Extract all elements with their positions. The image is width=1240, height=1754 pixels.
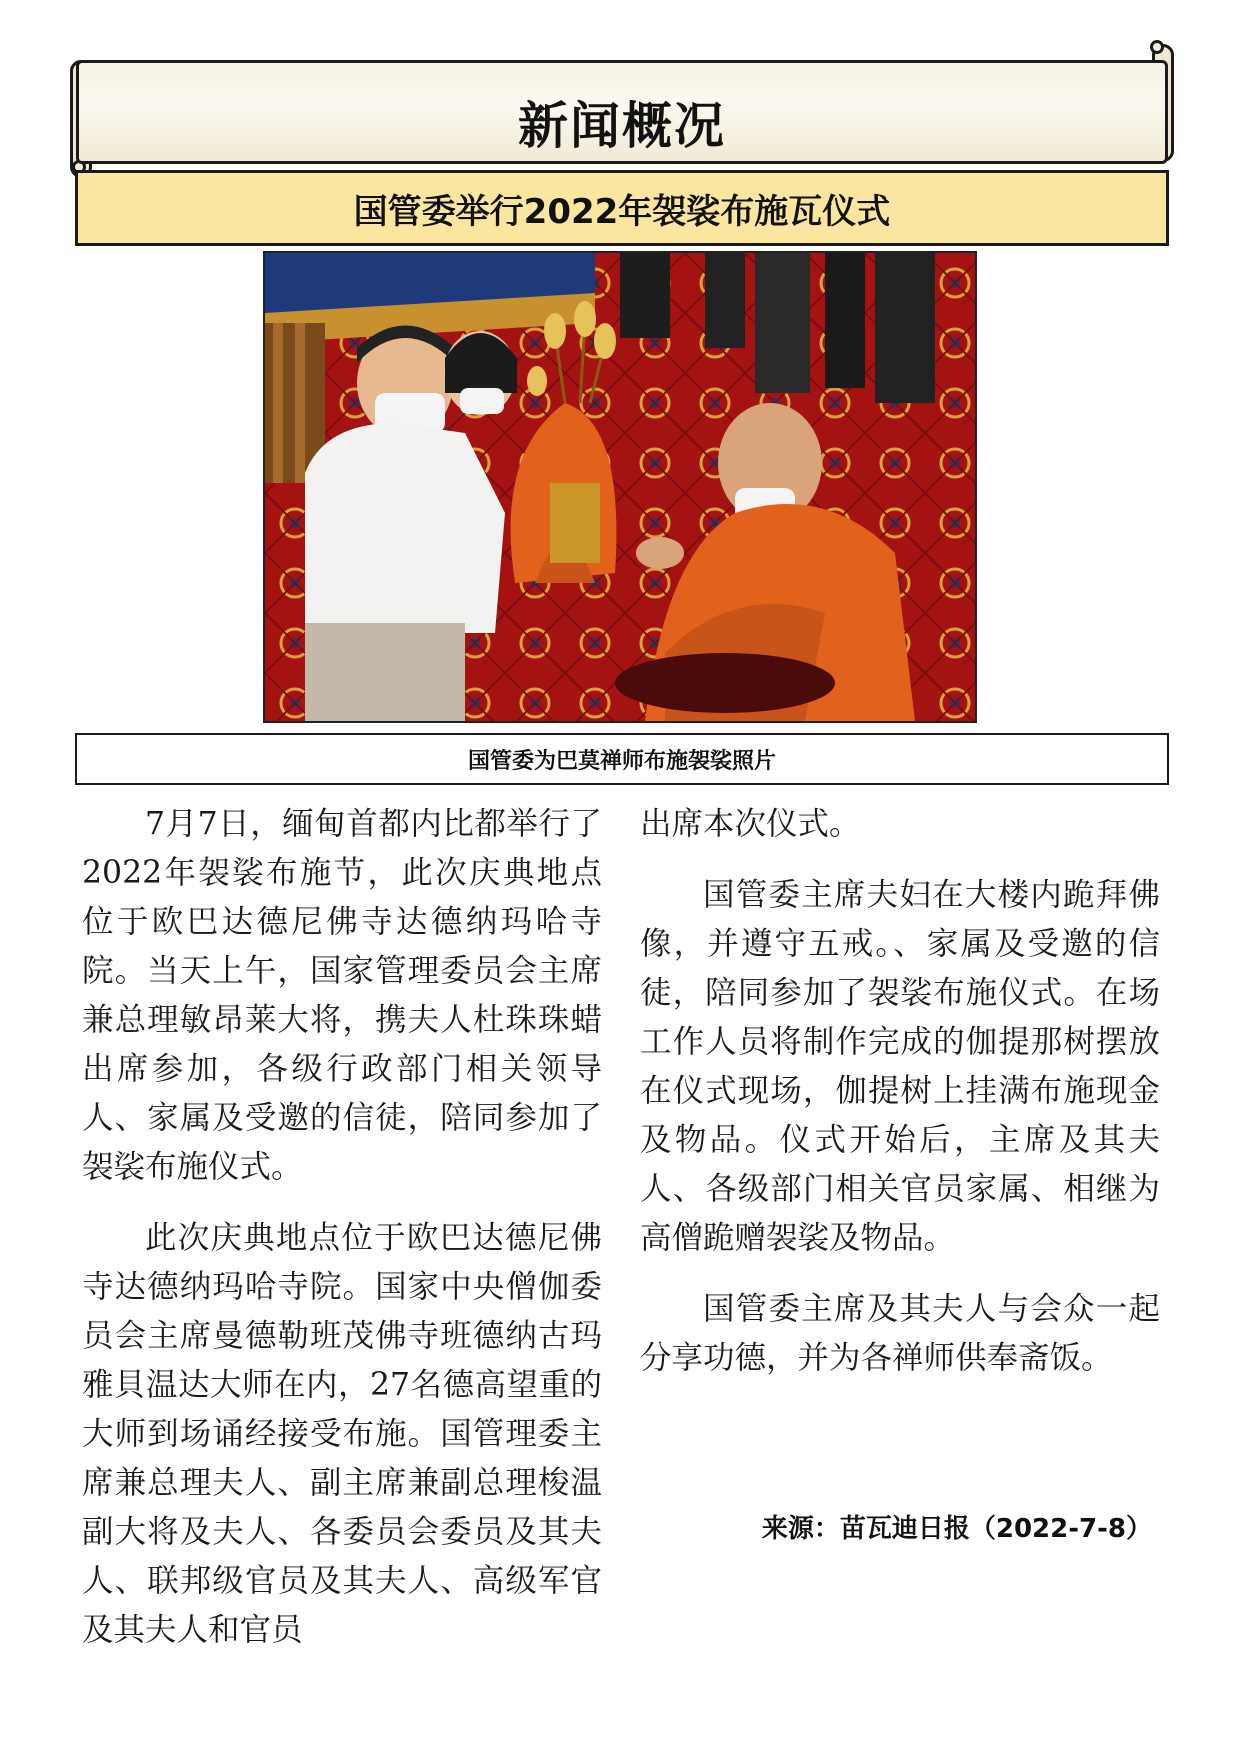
ceremony-photo-illustration bbox=[265, 253, 975, 721]
article-column-right bbox=[640, 800, 1160, 1405]
article-paragraph: 7月7日，缅甸首都内比都举行了2022年袈裟布施节，此次庆典地点位于欧巴达德尼佛寺达德纳玛哈寺院。当天上午，国家管理委员会主席兼总理敏昂莱大将，携夫人杜珠珠蜡出席参加，各级行政部门相关领导人、家属及受邀的信徒，陪同参加了袈裟布施仪式。 bbox=[82, 806, 602, 1185]
photo-caption-box bbox=[75, 733, 1169, 785]
article-photo bbox=[263, 251, 977, 723]
article-column-left bbox=[82, 800, 602, 1677]
article-paragraph-continued: 出席本次仪式。 bbox=[640, 806, 861, 842]
section-title: 新闻概况 bbox=[518, 97, 726, 155]
article-headline: 国管委举行2022年袈裟布施瓦仪式 bbox=[353, 191, 891, 232]
article-paragraph: 国管委主席夫妇在大楼内跪拜佛像，并遵守五戒。、家属及受邀的信徒，陪同参加了袈裟布施仪式。在场工作人员将制作完成的伽提那树摆放在仪式现场，伽提树上挂满布施现金及物品。仪式开始后，主席及其夫人、各级部门相关官员家属、相继为高僧跪赠袈裟及物品。 bbox=[640, 877, 1160, 1256]
article-source: 来源：苗瓦迪日报（2022-7-8） bbox=[761, 1514, 1152, 1544]
article-paragraph: 国管委主席及其夫人与会众一起分享功德，并为各禅师供奉斋饭。 bbox=[640, 1291, 1160, 1376]
article-paragraph: 此次庆典地点位于欧巴达德尼佛寺达德纳玛哈寺院。国家中央僧伽委员会主席曼德勒班茂佛寺班德纳古玛雅貝温达大师在内，27名德高望重的大师到场诵经接受布施。国管理委主席兼总理夫人、副主席兼副总理梭温副大将及夫人、各委员会委员及其夫人、联邦级官员及其夫人、高级军官及其夫人和官员 bbox=[82, 1220, 602, 1648]
headline-bar bbox=[75, 170, 1169, 246]
photo-caption: 国管委为巴莫禅师布施袈裟照片 bbox=[467, 748, 776, 774]
scroll-curl-dot bbox=[1150, 40, 1164, 54]
